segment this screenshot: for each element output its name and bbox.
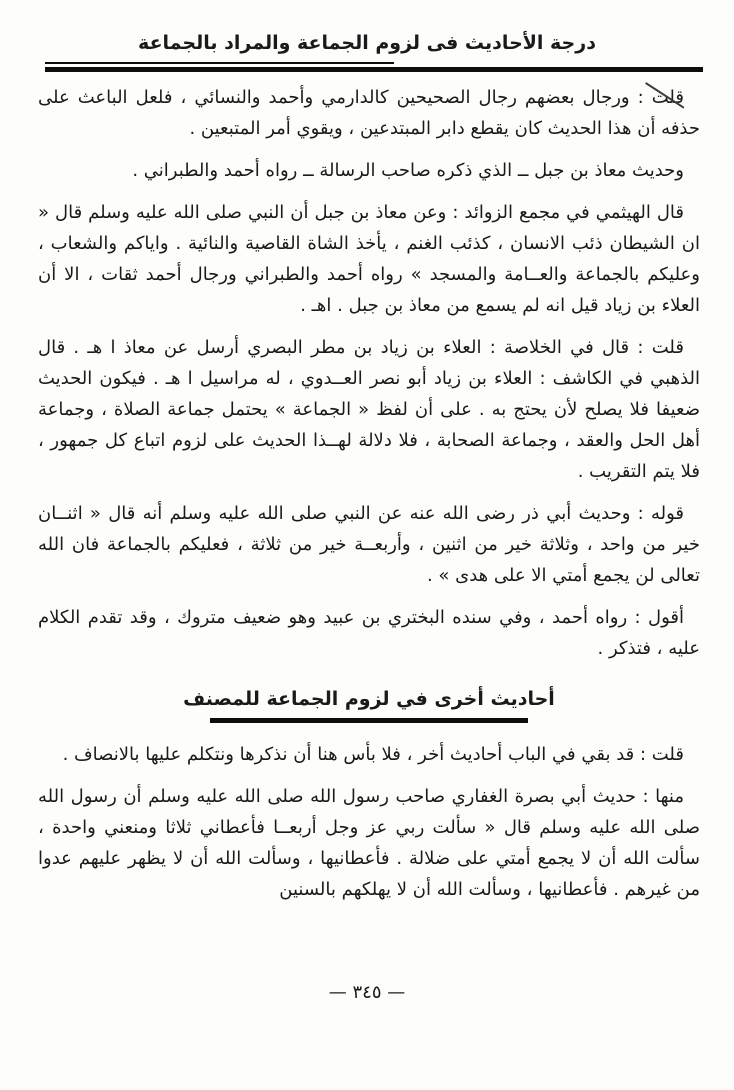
paragraph: منها : حديث أبي بصرة الغفاري صاحب رسول الله صلى الله عليه وسلم أن رسول الله صلى الله عليه وسلم قال « سألت ربي عز وجل أربعــا فأعطاني ثلاثا ومنعني واحدة ، سألت الله أن لا يجمع أمتي على ضلالة . فأعطانيها ، وسألت الله أن لا يظهر عليهم عدوا من غيرهم . فأعطانيها ، وسألت الله أن لا يهلكهم بالسنين [38,786,700,900]
header-rule-thin [45,62,394,64]
paragraph: أقول : رواه أحمد ، وفي سنده البختري بن عبيد وهو ضعيف متروك ، وقد تقدم الكلام عليه ، فتذكر . [38,607,700,659]
page-number: — ٣٤٥ — [328,982,406,1003]
paragraph: قلت : قال في الخلاصة : العلاء بن زياد بن مطر البصري أرسل عن معاذ ا هـ . قال الذهبي في الكاشف : العلاء بن زياد أبو نصر العــدوي ، له مراسيل ا هـ . فيكون الحديث ضعيفا فلا يصلح لأن يحتج به . على أن لفظ « الجماعة » يحتمل جماعة الصلاة ، وجماعة أهل الحل والعقد ، وجماعة الصحابة ، فلا دلالة لهــذا الحديث على لزوم اتباع كل جمهور ، فلا يتم التقريب . [38,337,700,482]
section-heading-underline [210,718,528,723]
paragraph: قلت : ورجال بعضهم رجال الصحيحين كالدارمي وأحمد والنسائي ، فلعل الباعث على حذفه أن هذا الحديث كان يقطع دابر المبتدعين ، ويقوي أمر المتبعين . [38,87,700,139]
paragraph: قوله : وحديث أبي ذر رضى الله عنه عن النبي صلى الله عليه وسلم أنه قال « اثنــان خير من واحد ، وثلاثة خير من اثنين ، وأربعــة خير من ثلاثة ، فعليكم بالجماعة فان الله تعالى لن يجمع أمتي الا على هدى » . [38,503,700,586]
paragraph: وحديث معاذ بن جبل ــ الذي ذكره صاحب الرسالة ــ رواه أحمد والطبراني . [132,160,684,181]
page-header-title: درجة الأحاديث فى لزوم الجماعة والمراد بالجماعة [138,32,596,54]
paragraph: قال الهيثمي في مجمع الزوائد : وعن معاذ بن جبل أن النبي صلى الله عليه وسلم قال « ان الشيطان ذئب الانسان ، كذئب الغنم ، يأخذ الشاة القاصية والنائية . واياكم والشعاب ، وعليكم بالجماعة والعــامة والمسجد » رواه أحمد والطبراني ورجال أحمد ثقات ، الا أن العلاء بن زياد قيل انه لم يسمع من معاذ بن جبل . اهـ . [38,202,700,316]
page-body [38,82,700,905]
header-rule [45,62,703,74]
section-heading: أحاديث أخرى في لزوم الجماعة للمصنف [183,688,555,710]
paragraph: قلت : قد بقي في الباب أحاديث أخر ، فلا بأس هنا أن نذكرها ونتكلم عليها بالانصاف . [62,744,684,765]
header-rule-thick [45,67,703,72]
